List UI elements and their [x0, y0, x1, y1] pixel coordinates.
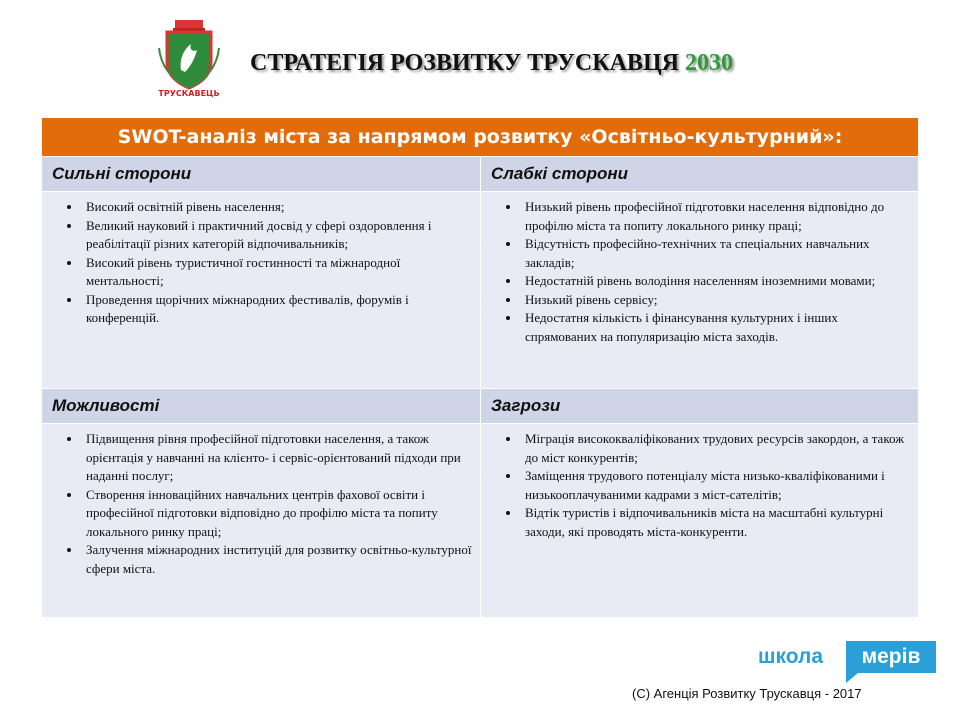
list-item: • Підвищення рівня професійної підготовки населення, а також орієнтація у навчанні на клієнто- і сервіс-орієнтований підходи при наданні послуг;: [82, 430, 474, 486]
swot-table: [42, 118, 918, 617]
list-item: • Великий науковий і практичний досвід у сфері оздоровлення і реабілітації різних категорій відпочивальників;: [82, 217, 474, 254]
strengths-cell: [42, 192, 480, 388]
speech-bubble-tail-icon: [846, 673, 858, 683]
list-item: • Недостатня кількість і фінансування культурних і інших спрямованих на популяризацію міста заходів.: [521, 309, 912, 346]
title-main: СТРАТЕГІЯ РОЗВИТКУ ТРУСКАВЦЯ: [250, 50, 685, 76]
crest-label: ТРУСКАВЕЦЬ: [158, 89, 220, 98]
list-item: • Проведення щорічних міжнародних фестивалів, форумів і конференцій.: [82, 291, 474, 328]
weaknesses-list: [481, 192, 918, 350]
city-crest: [155, 18, 223, 98]
opportunities-list: [42, 424, 480, 582]
threats-heading: Загрози: [480, 389, 918, 423]
list-item: • Високий рівень туристичної гостинності та міжнародної ментальності;: [82, 254, 474, 291]
list-item: • Міграція висококваліфікованих трудових ресурсів закордон, а також до міст конкурентів;: [521, 430, 912, 467]
list-item: • Низький рівень сервісу;: [521, 291, 912, 310]
list-item: • Низький рівень професійної підготовки населення відповідно до профілю міста та попиту локального ринку праці;: [521, 198, 912, 235]
swot-banner: SWOT-аналіз міста за напрямом розвитку «Освітньо-культурний»:: [42, 118, 918, 156]
list-item: • Створення інноваційних навчальних центрів фахової освіти і професійної підготовки відповідно до профілю міста та попиту локального ринку праці;: [82, 486, 474, 542]
logo-word-mayors: мерів: [846, 641, 936, 673]
logo-word-school: школа: [758, 645, 824, 668]
list-item: • Недостатній рівень володіння населенням іноземними мовами;: [521, 272, 912, 291]
mayors-school-logo: [758, 641, 936, 683]
list-item: • Високий освітній рівень населення;: [82, 198, 474, 217]
weaknesses-cell: [480, 192, 918, 388]
strengths-heading: Сильні сторони: [52, 164, 192, 183]
list-item: • Залучення міжнародних інституцій для розвитку освітньо-культурної сфери міста.: [82, 541, 474, 578]
page-title: [250, 50, 733, 77]
copyright-footer: (C) Агенція Розвитку Трускавця - 2017: [632, 686, 862, 701]
swot-header-row-2: [42, 388, 918, 423]
list-item: • Відтік туристів і відпочивальників міста на масштабні культурні заходи, які проводять міста-конкуренти.: [521, 504, 912, 541]
threats-list: [481, 424, 918, 545]
weaknesses-heading: Слабкі сторони: [480, 157, 918, 191]
strengths-list: [42, 192, 480, 332]
swot-body-row-1: [42, 191, 918, 388]
title-year: 2030: [684, 50, 733, 76]
list-item: • Заміщення трудового потенціалу міста низько-кваліфікованими і низькооплачуваними кадрами з міст-сателітів;: [521, 467, 912, 504]
opportunities-cell: [42, 424, 480, 617]
swot-header-row-1: [42, 156, 918, 191]
swot-body-row-2: [42, 423, 918, 617]
threats-cell: [480, 424, 918, 617]
opportunities-heading: Можливості: [52, 396, 160, 415]
list-item: • Відсутність професійно-технічних та спеціальних навчальних закладів;: [521, 235, 912, 272]
